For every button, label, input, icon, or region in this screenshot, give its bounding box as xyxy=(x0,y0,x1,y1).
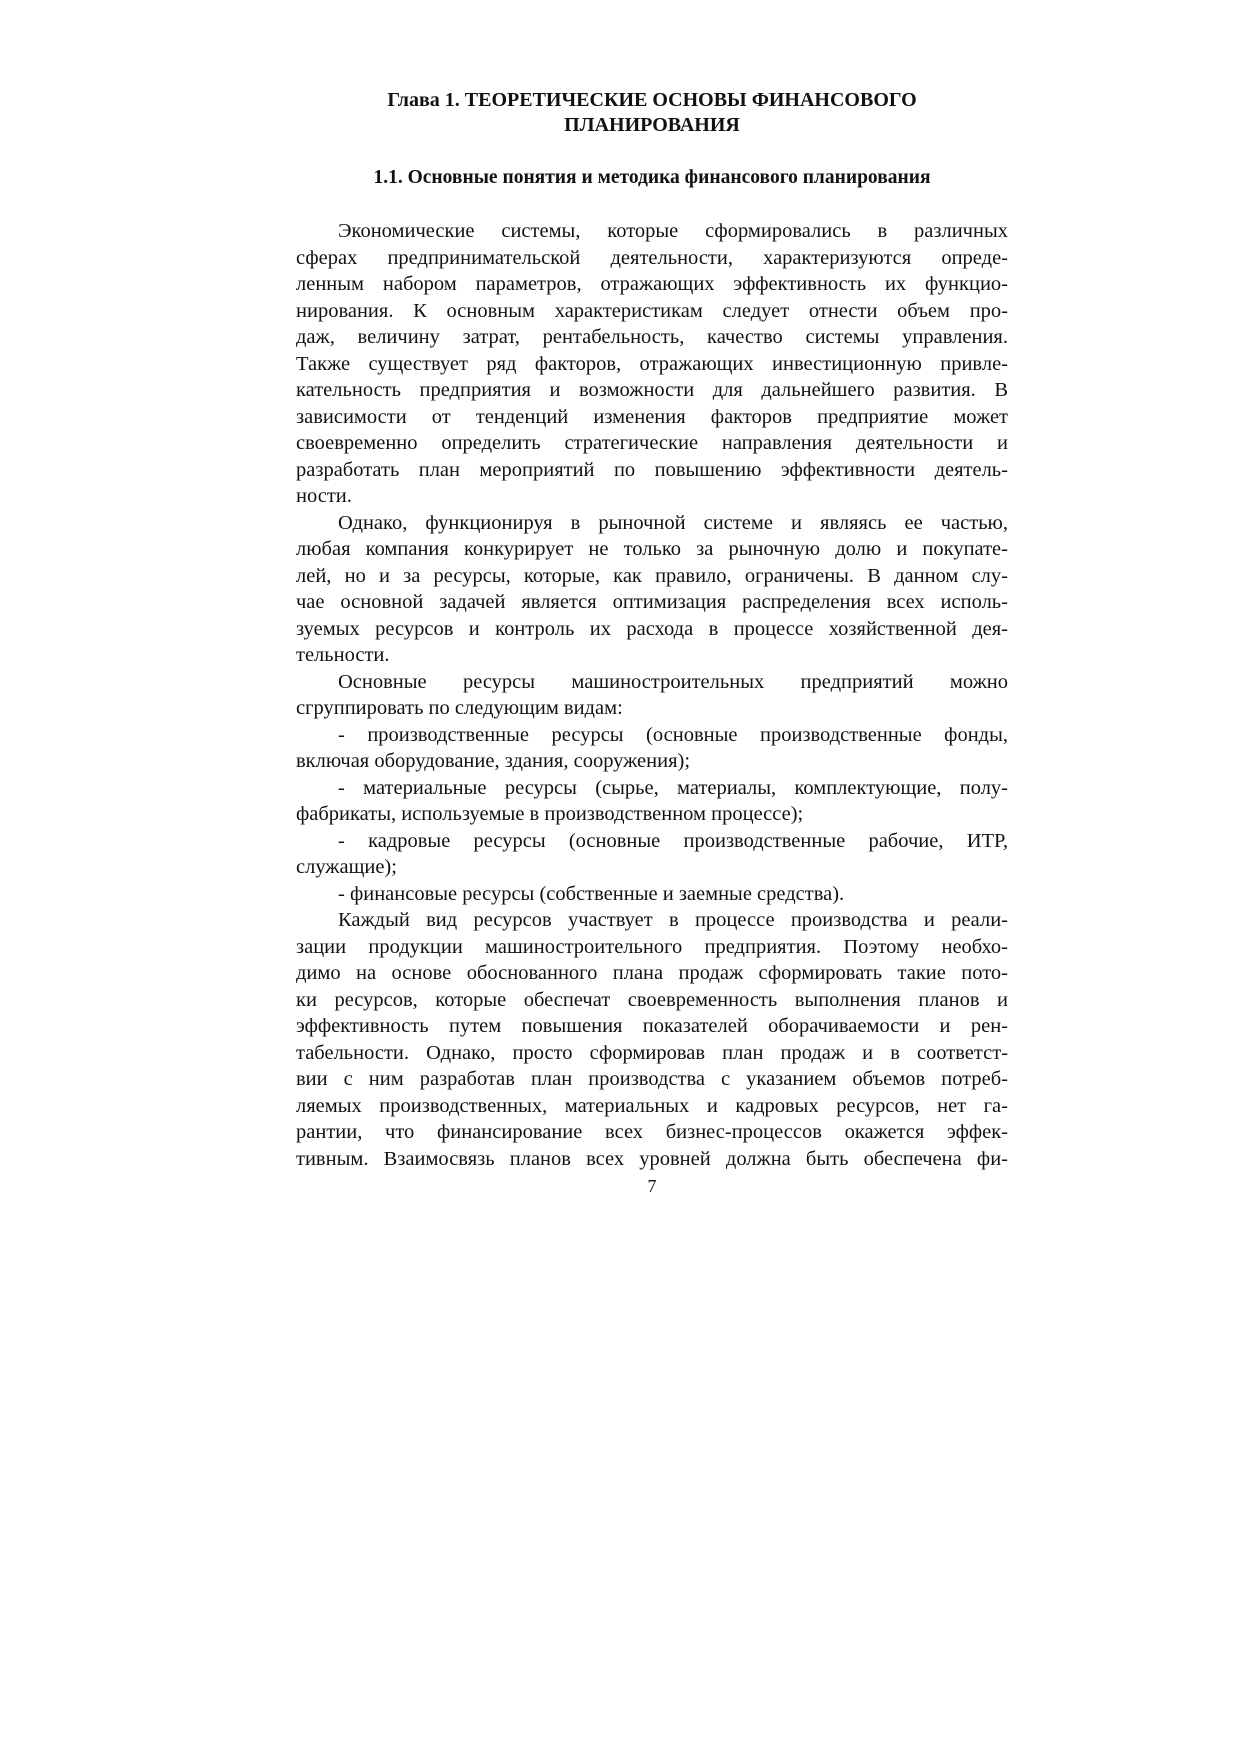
text-line: ки ресурсов, которые обеспечат своевременность выполнения планов и xyxy=(296,988,1008,1011)
text-line: сферах предпринимательской деятельности, характеризуются опреде- xyxy=(296,246,1008,269)
text-line: - производственные ресурсы (основные производственные фонды, xyxy=(338,723,1008,746)
text-line: рантии, что финансирование всех бизнес-процессов окажется эффек- xyxy=(296,1121,1008,1143)
chapter-title-line-1: Глава 1. ТЕОРЕТИЧЕСКИЕ ОСНОВЫ ФИНАНСОВОГО xyxy=(387,89,917,111)
text-line: разработать план мероприятий по повышению эффективности деятель- xyxy=(296,458,1008,481)
text-line: ленным набором параметров, отражающих эффективность их функцио- xyxy=(296,273,1008,295)
text-line: Однако, функционируя в рыночной системе и являясь ее частью, xyxy=(338,511,1008,534)
section-title: 1.1. Основные понятия и методика финансового планирования xyxy=(373,167,931,188)
text-line: - финансовые ресурсы (собственные и заемные средства). xyxy=(338,882,845,905)
text-line: своевременно определить стратегические направления деятельности и xyxy=(296,432,1008,454)
text-line: табельности. Однако, просто сформировав план продаж и в соответст- xyxy=(296,1041,1008,1064)
text-line: кательность предприятия и возможности для дальнейшего развития. В xyxy=(296,379,1008,401)
text-line: ляемых производственных, материальных и кадровых ресурсов, нет га- xyxy=(296,1094,1008,1117)
page-number: 7 xyxy=(647,1176,657,1196)
text-line: зависимости от тенденций изменения факторов предприятие может xyxy=(296,405,1008,428)
text-line: димо на основе обоснованного плана продаж сформировать такие пото- xyxy=(296,962,1008,984)
body-text xyxy=(296,218,1008,1172)
text-line: даж, величину затрат, рентабельность, качество системы управления. xyxy=(296,326,1008,348)
text-line: фабрикаты, используемые в производственном процессе); xyxy=(296,803,804,825)
text-line: зуемых ресурсов и контроль их расхода в процессе хозяйственной дея- xyxy=(296,617,1008,640)
text-line: сгруппировать по следующим видам: xyxy=(296,697,623,719)
text-line: служащие); xyxy=(296,856,397,878)
text-line: тивным. Взаимосвязь планов всех уровней должна быть обеспечена фи- xyxy=(296,1147,1008,1170)
text-line: зации продукции машиностроительного предприятия. Поэтому необхо- xyxy=(296,935,1008,958)
text-line: эффективность путем повышения показателей оборачиваемости и рен- xyxy=(296,1015,1008,1037)
chapter-title-line-2: ПЛАНИРОВАНИЯ xyxy=(564,114,740,136)
text-line: Основные ресурсы машиностроительных предприятий можно xyxy=(338,670,1008,693)
text-line: любая компания конкурирует не только за рыночную долю и покупате- xyxy=(296,538,1008,560)
text-line: Каждый вид ресурсов участвует в процессе производства и реали- xyxy=(338,909,1008,931)
text-line: Также существует ряд факторов, отражающих инвестиционную привле- xyxy=(296,352,1008,375)
text-line: Экономические системы, которые сформировались в различных xyxy=(338,220,1008,242)
text-line: - кадровые ресурсы (основные производственные рабочие, ИТР, xyxy=(338,829,1008,852)
text-line: лей, но и за ресурсы, которые, как правило, ограничены. В данном слу- xyxy=(296,564,1008,587)
text-line: тельности. xyxy=(296,644,390,666)
text-line: вии с ним разработав план производства с указанием объемов потреб- xyxy=(296,1068,1008,1090)
text-line: нирования. К основным характеристикам следует отнести объем про- xyxy=(296,299,1008,322)
text-line: включая оборудование, здания, сооружения); xyxy=(296,750,691,772)
text-line: - материальные ресурсы (сырье, материалы, комплектующие, полу- xyxy=(338,776,1008,799)
text-line: чае основной задачей является оптимизация распределения всех исполь- xyxy=(296,591,1008,613)
text-line: ности. xyxy=(296,485,352,507)
chapter-title xyxy=(296,88,1008,138)
